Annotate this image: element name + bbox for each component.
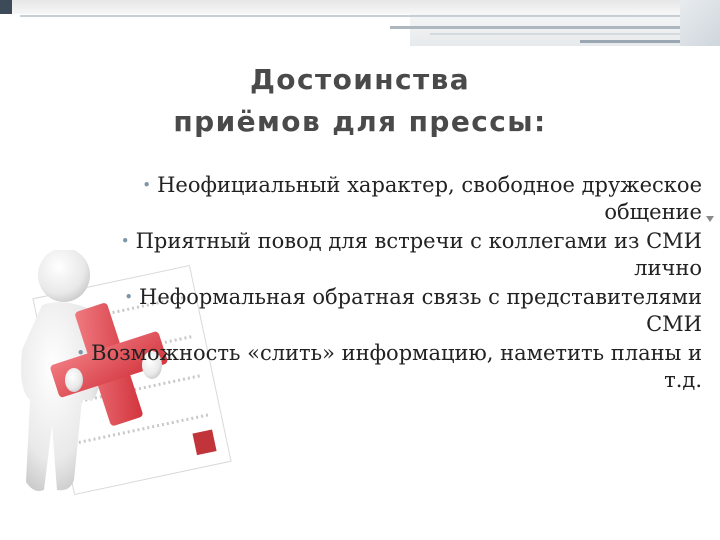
top-band xyxy=(0,0,720,14)
scroll-arrow-icon[interactable] xyxy=(706,216,714,222)
slide-title xyxy=(150,59,570,143)
title-line-1: Достоинства xyxy=(249,62,471,96)
header-stripe xyxy=(390,26,720,29)
header-stripe xyxy=(20,15,720,17)
bullet-text: Неофициальный характер, свободное дружеское общение xyxy=(157,173,702,224)
top-band-accent xyxy=(0,0,12,14)
list-item xyxy=(70,284,702,338)
bullet-icon: • xyxy=(142,176,152,194)
bullet-list xyxy=(70,172,702,396)
list-item xyxy=(70,228,702,282)
list-item xyxy=(70,340,702,394)
bullet-text: Неформальная обратная связь с представителями СМИ xyxy=(139,285,702,336)
bullet-text: Возможность «слить» информацию, наметить планы и т.д. xyxy=(91,341,702,392)
list-item xyxy=(70,172,702,226)
header-stripe xyxy=(430,33,720,35)
bullet-icon: • xyxy=(124,288,134,306)
bullet-text: Приятный повод для встречи с коллегами из СМИ лично xyxy=(135,229,702,280)
bullet-icon: • xyxy=(76,344,86,362)
bullet-icon: • xyxy=(120,232,130,250)
title-line-2: приёмов для прессы: xyxy=(173,104,547,138)
corner-decoration xyxy=(680,0,720,46)
